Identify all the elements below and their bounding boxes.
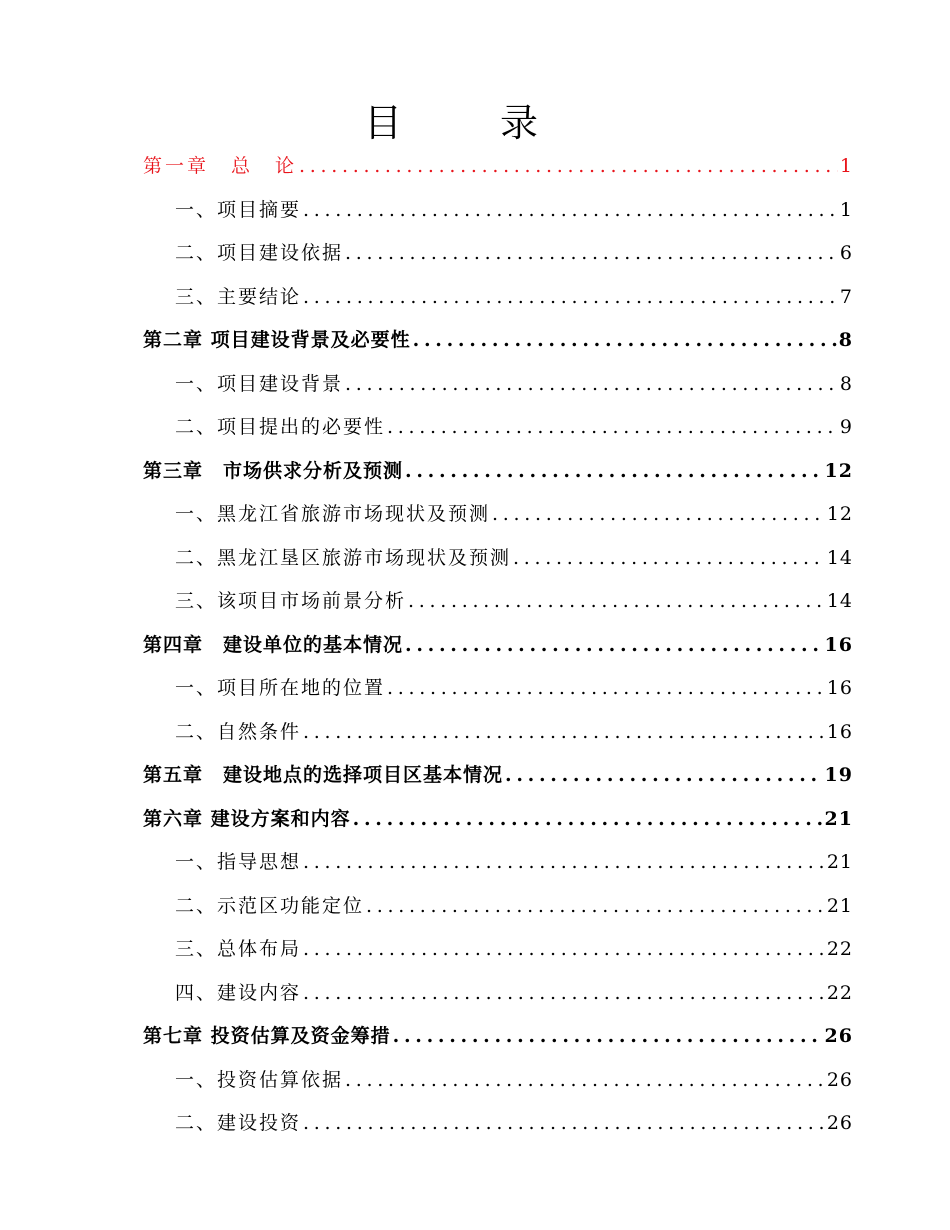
- page-title: 目录: [363, 101, 636, 145]
- toc-entry-label: 一、指导思想: [175, 851, 302, 873]
- toc-chapter-entry[interactable]: [143, 754, 853, 798]
- toc-section-entry[interactable]: [143, 711, 853, 755]
- toc-entry-label: 二、示范区功能定位: [175, 894, 365, 917]
- toc-entry-label: 一、项目建设背景: [175, 372, 344, 395]
- toc-dot-leader: [301, 1102, 825, 1146]
- toc-entry-label: 一、项目摘要: [175, 198, 302, 221]
- toc-page-number: 21: [824, 807, 853, 830]
- toc-section-entry[interactable]: [143, 885, 853, 929]
- toc-page-number: 1: [839, 155, 853, 177]
- toc-dot-leader: [503, 754, 823, 798]
- toc-page-number: 22: [826, 981, 853, 1004]
- toc-entry-label: 一、投资估算依据: [175, 1068, 344, 1091]
- table-of-contents: [143, 145, 853, 1146]
- toc-dot-leader: [403, 450, 823, 494]
- toc-section-entry[interactable]: [143, 1102, 853, 1146]
- toc-entry-label: 三、总体布局: [175, 938, 302, 960]
- toc-dot-leader: [301, 928, 825, 972]
- toc-section-entry[interactable]: [143, 972, 853, 1016]
- toc-entry-label: 第七章 投资估算及资金筹措: [143, 1025, 391, 1047]
- toc-entry-label: 三、该项目市场前景分析: [175, 590, 407, 612]
- toc-dot-leader: [391, 1015, 823, 1059]
- toc-dot-leader: [411, 319, 837, 363]
- toc-chapter-entry[interactable]: [143, 1015, 853, 1059]
- toc-page-number: 9: [839, 416, 853, 438]
- toc-dot-leader: [343, 232, 838, 276]
- toc-section-entry[interactable]: [143, 537, 853, 581]
- toc-page-number: 16: [826, 720, 853, 743]
- toc-section-entry[interactable]: [143, 363, 853, 407]
- toc-entry-label: 第六章 建设方案和内容: [143, 807, 351, 830]
- toc-page-number: 19: [824, 764, 853, 786]
- toc-section-entry[interactable]: [143, 276, 853, 320]
- toc-page-number: 21: [826, 851, 853, 873]
- toc-page-number: 16: [824, 633, 853, 656]
- toc-entry-label: 一、项目所在地的位置: [175, 677, 386, 699]
- toc-page-number: 1: [839, 198, 853, 221]
- toc-page-number: 6: [839, 242, 853, 264]
- toc-dot-leader: [343, 1059, 825, 1103]
- toc-entry-label: 一、黑龙江省旅游市场现状及预测: [175, 503, 491, 525]
- toc-section-entry[interactable]: [143, 232, 853, 276]
- toc-dot-leader: [385, 406, 838, 450]
- toc-entry-label: 三、主要结论: [175, 285, 302, 308]
- toc-dot-leader: [343, 363, 838, 407]
- toc-entry-label: 四、建设内容: [175, 981, 302, 1004]
- toc-section-entry[interactable]: [143, 928, 853, 972]
- toc-section-entry[interactable]: [143, 1059, 853, 1103]
- toc-section-entry[interactable]: [143, 189, 853, 233]
- toc-entry-label: 二、自然条件: [175, 720, 302, 743]
- toc-page-number: 12: [826, 503, 853, 525]
- toc-section-entry[interactable]: [143, 841, 853, 885]
- toc-entry-label: 第三章 市场供求分析及预测: [143, 459, 404, 482]
- toc-page-number: 8: [838, 329, 853, 351]
- toc-chapter-entry[interactable]: [143, 145, 853, 189]
- toc-entry-label: 二、建设投资: [175, 1112, 302, 1134]
- toc-section-entry[interactable]: [143, 580, 853, 624]
- toc-entry-label: 二、黑龙江垦区旅游市场现状及预测: [175, 546, 512, 569]
- toc-dot-leader: [490, 493, 825, 537]
- toc-chapter-entry[interactable]: [143, 798, 853, 842]
- toc-dot-leader: [364, 885, 825, 929]
- toc-page-number: 12: [824, 459, 853, 482]
- toc-entry-label: 第五章 建设地点的选择项目区基本情况: [143, 764, 504, 786]
- toc-page-number: 8: [839, 372, 853, 395]
- toc-dot-leader: [301, 711, 825, 755]
- toc-entry-label: 第二章 项目建设背景及必要性: [143, 329, 411, 351]
- toc-section-entry[interactable]: [143, 493, 853, 537]
- toc-entry-label: 二、项目提出的必要性: [175, 416, 386, 438]
- toc-dot-leader: [301, 841, 825, 885]
- toc-dot-leader: [351, 798, 823, 842]
- toc-dot-leader: [511, 537, 825, 581]
- toc-chapter-entry[interactable]: [143, 450, 853, 494]
- toc-entry-label: 第一章 总 论: [143, 155, 298, 177]
- toc-dot-leader: [297, 145, 838, 189]
- toc-page-number: 22: [826, 938, 853, 960]
- toc-page-number: 26: [826, 1068, 853, 1091]
- toc-dot-leader: [385, 667, 825, 711]
- toc-page-number: 16: [826, 677, 853, 699]
- toc-entry-label: 第四章 建设单位的基本情况: [143, 633, 404, 656]
- toc-section-entry[interactable]: [143, 667, 853, 711]
- toc-page-number: 26: [824, 1025, 853, 1047]
- toc-chapter-entry[interactable]: [143, 319, 853, 363]
- toc-section-entry[interactable]: [143, 406, 853, 450]
- toc-page-number: 26: [826, 1112, 853, 1134]
- toc-dot-leader: [301, 972, 825, 1016]
- toc-dot-leader: [301, 276, 838, 320]
- toc-page-number: 7: [839, 285, 853, 308]
- toc-dot-leader: [403, 624, 823, 668]
- toc-entry-label: 二、项目建设依据: [175, 242, 344, 264]
- toc-page-number: 14: [826, 546, 853, 569]
- toc-dot-leader: [301, 189, 838, 233]
- toc-chapter-entry[interactable]: [143, 624, 853, 668]
- toc-page-number: 21: [826, 894, 853, 917]
- toc-dot-leader: [406, 580, 825, 624]
- toc-page-number: 14: [826, 590, 853, 612]
